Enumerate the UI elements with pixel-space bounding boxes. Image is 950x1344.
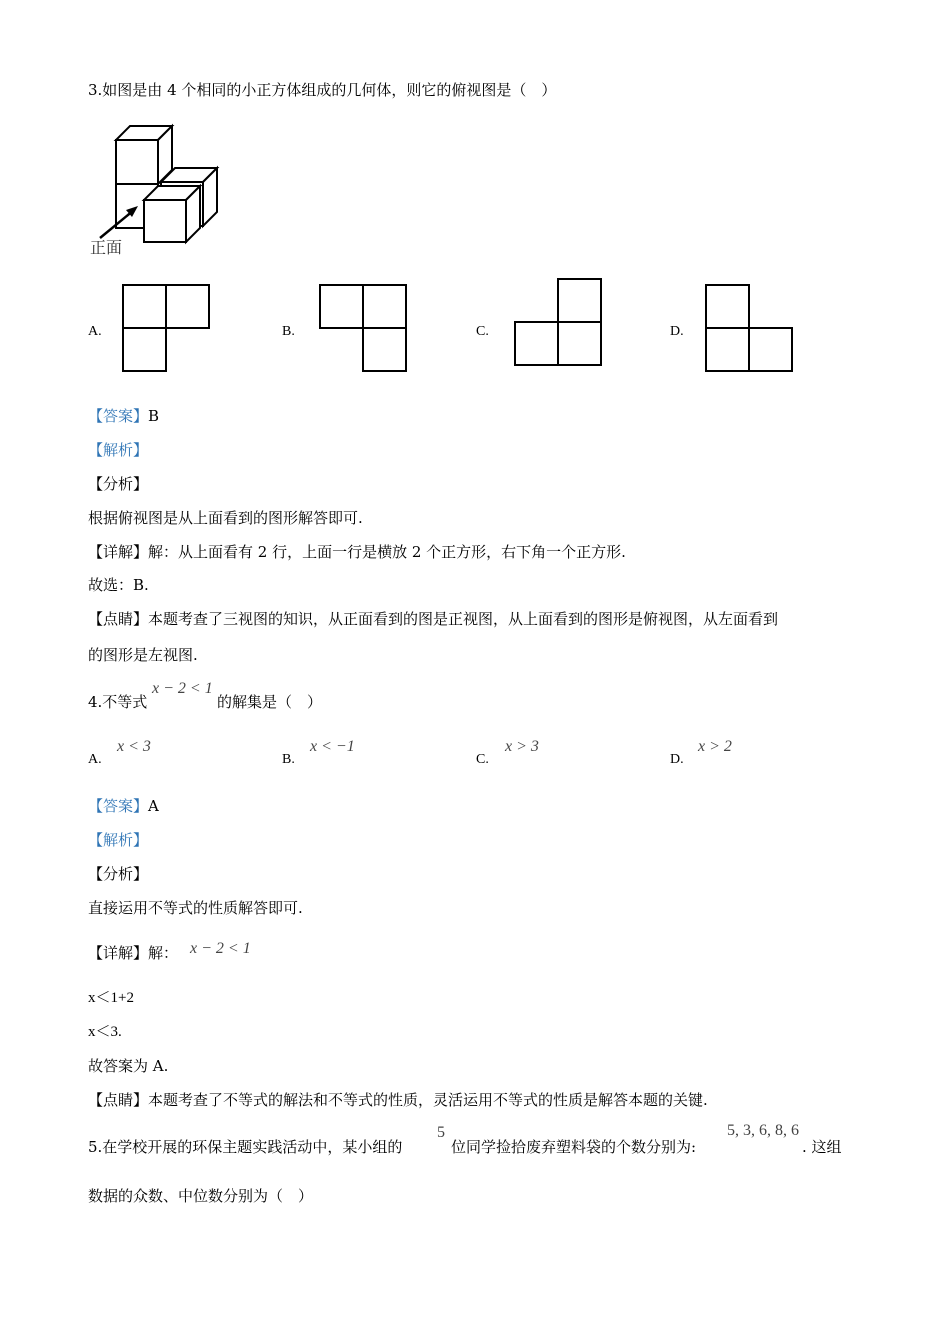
q5-stem-line2: 数据的众数、中位数分别为（ ）: [88, 1187, 314, 1205]
q4-option-b-label: B.: [282, 752, 295, 767]
q5-stem-mid: 位同学捡拾废弃塑料袋的个数分别为:: [451, 1138, 697, 1156]
q3-option-c-label: C.: [476, 324, 489, 339]
q3-figure-label: 正面: [90, 238, 123, 257]
q3-fenxi-tag: 【分析】: [88, 475, 149, 493]
q4-step-1: x＜1+2: [88, 990, 134, 1006]
q4-choice: 故答案为 A.: [88, 1057, 169, 1075]
q4-step-2: x＜3.: [88, 1024, 122, 1040]
q5-stem-end: . 这组: [802, 1138, 842, 1156]
q3-option-b-figure: [317, 282, 409, 374]
q4-stem-suffix: 的解集是（ ）: [217, 693, 323, 711]
q3-option-d-figure: [703, 282, 795, 374]
q3-xiangjie: 【详解】解：从上面看有 2 行，上面一行是横放 2 个正方形，右下角一个正方形.: [88, 543, 626, 561]
q3-fenxi: 根据俯视图是从上面看到的图形解答即可.: [88, 509, 363, 527]
q4-option-a-label: A.: [88, 752, 102, 767]
q3-stem: 3.如图是由 4 个相同的小正方体组成的几何体，则它的俯视图是（ ）: [88, 81, 557, 99]
q4-option-d-math: x > 2: [698, 738, 732, 755]
q3-option-c-figure: [512, 276, 604, 368]
q3-analysis-tag: 【解析】: [88, 441, 149, 459]
q5-stem-data: 5, 3, 6, 8, 6: [727, 1122, 799, 1139]
q4-dianjing: 【点睛】本题考查了不等式的解法和不等式的性质，灵活运用不等式的性质是解答本题的关键.: [88, 1091, 708, 1109]
q4-fenxi-tag: 【分析】: [88, 865, 149, 883]
q4-option-c-math: x > 3: [505, 738, 539, 755]
q3-option-a-figure: [120, 282, 212, 374]
q3-choice: 故选：B.: [88, 576, 149, 594]
q3-option-b-label: B.: [282, 324, 295, 339]
q4-answer: 【答案】A: [88, 797, 159, 815]
q3-dianjing-1: 【点睛】本题考查了三视图的知识，从正面看到的图是正视图，从上面看到的图形是俯视图，从左面看到: [88, 610, 779, 628]
q4-xiangjie: 【详解】解：: [88, 944, 179, 962]
q4-option-b-math: x < −1: [310, 738, 355, 755]
q4-stem-math: x − 2 < 1: [152, 680, 213, 697]
q4-fenxi: 直接运用不等式的性质解答即可.: [88, 899, 303, 917]
q5-stem-num: 5: [437, 1124, 445, 1141]
q3-dianjing-2: 的图形是左视图.: [88, 646, 198, 664]
q4-option-d-label: D.: [670, 752, 684, 767]
q4-option-a-math: x < 3: [117, 738, 151, 755]
q5-stem-prefix: 5.在学校开展的环保主题实践活动中，某小组的: [88, 1138, 403, 1156]
q4-option-c-label: C.: [476, 752, 489, 767]
q3-option-d-label: D.: [670, 324, 684, 339]
q4-analysis-tag: 【解析】: [88, 831, 149, 849]
q4-stem-prefix: 4.不等式: [88, 693, 148, 711]
q3-answer: 【答案】B: [88, 407, 160, 425]
q3-option-a-label: A.: [88, 324, 102, 339]
q4-xiangjie-math: x − 2 < 1: [190, 940, 251, 957]
